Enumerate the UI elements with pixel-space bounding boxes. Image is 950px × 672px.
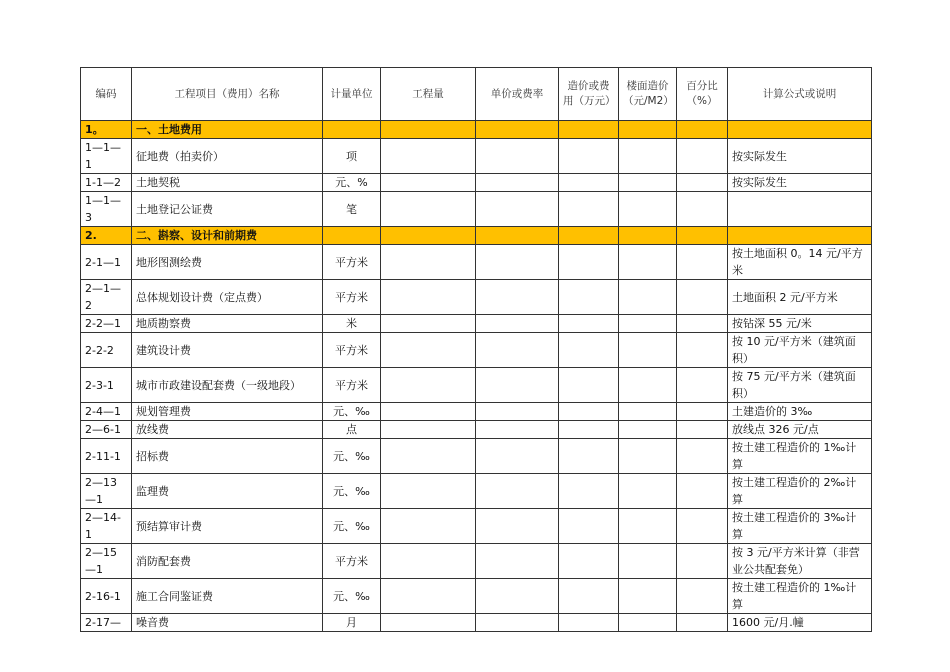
cell-unit-price [476, 439, 559, 474]
cell-code: 2—13—1 [81, 474, 132, 509]
cell-name: 地质勘察费 [132, 315, 323, 333]
cell-percentage [677, 139, 728, 174]
header-unit-price: 单价或费率 [476, 68, 559, 121]
table-row [81, 509, 872, 544]
cell-percentage [677, 192, 728, 227]
cell-formula: 按土地面积 0。14 元/平方米 [728, 245, 872, 280]
cell-cost [559, 315, 619, 333]
cell-unit-price [476, 474, 559, 509]
cell-percentage [677, 579, 728, 614]
cell-percentage [677, 403, 728, 421]
cell-formula: 按 10 元/平方米（建筑面积） [728, 333, 872, 368]
cell-cost [559, 280, 619, 315]
cell-cost [559, 245, 619, 280]
cell-formula: 放线点 326 元/点 [728, 421, 872, 439]
cell-percentage [677, 474, 728, 509]
header-floor-cost: 楼面造价（元/M2） [619, 68, 677, 121]
header-quantity: 工程量 [381, 68, 476, 121]
cell-floor-cost [619, 368, 677, 403]
cell-floor-cost [619, 439, 677, 474]
cell-percentage [677, 614, 728, 632]
cell-cost [559, 474, 619, 509]
cell-cost [559, 333, 619, 368]
table-row [81, 439, 872, 474]
cell-unit-price [476, 421, 559, 439]
cell-quantity [381, 474, 476, 509]
table-row [81, 579, 872, 614]
cell-percentage [677, 421, 728, 439]
cell-floor-cost [619, 333, 677, 368]
cell-formula: 土地面积 2 元/平方米 [728, 280, 872, 315]
cell-name: 消防配套费 [132, 544, 323, 579]
cell-floor-cost [619, 474, 677, 509]
cell-floor-cost [619, 192, 677, 227]
cell-formula: 按土建工程造价的 1‰计算 [728, 579, 872, 614]
cell-name: 施工合同鉴证费 [132, 579, 323, 614]
cell-floor-cost [619, 174, 677, 192]
table-row [81, 315, 872, 333]
cell-quantity [381, 280, 476, 315]
cell-formula [728, 227, 872, 245]
cell-unit-price [476, 174, 559, 192]
cell-percentage [677, 544, 728, 579]
cell-percentage [677, 227, 728, 245]
cell-percentage [677, 174, 728, 192]
cell-unit: 点 [323, 421, 381, 439]
cell-unit-price [476, 614, 559, 632]
cell-floor-cost [619, 403, 677, 421]
cell-name: 招标费 [132, 439, 323, 474]
cell-unit-price [476, 227, 559, 245]
table-row [81, 245, 872, 280]
table-row [81, 403, 872, 421]
cell-name: 总体规划设计费（定点费） [132, 280, 323, 315]
cell-name: 预结算审计费 [132, 509, 323, 544]
cell-floor-cost [619, 121, 677, 139]
cell-formula: 1600 元/月.幢 [728, 614, 872, 632]
cell-quantity [381, 421, 476, 439]
cell-quantity [381, 227, 476, 245]
header-name: 工程项目（费用）名称 [132, 68, 323, 121]
cell-unit: 元、‰ [323, 579, 381, 614]
cell-code: 2. [81, 227, 132, 245]
cell-quantity [381, 509, 476, 544]
cell-name: 放线费 [132, 421, 323, 439]
cell-percentage [677, 315, 728, 333]
cell-unit-price [476, 579, 559, 614]
table-row [81, 544, 872, 579]
table-row [81, 614, 872, 632]
cell-cost [559, 439, 619, 474]
cell-unit-price [476, 368, 559, 403]
cell-unit-price [476, 139, 559, 174]
header-unit: 计量单位 [323, 68, 381, 121]
cell-unit [323, 227, 381, 245]
cell-unit: 米 [323, 315, 381, 333]
cell-cost [559, 579, 619, 614]
cell-code: 2—6-1 [81, 421, 132, 439]
cell-code: 2—15—1 [81, 544, 132, 579]
cell-floor-cost [619, 614, 677, 632]
cell-unit: 笔 [323, 192, 381, 227]
cell-code: 1—1—1 [81, 139, 132, 174]
cell-quantity [381, 614, 476, 632]
cell-formula: 按土建工程造价的 3‰计算 [728, 509, 872, 544]
cell-cost [559, 614, 619, 632]
cell-quantity [381, 139, 476, 174]
cell-code: 2-17— [81, 614, 132, 632]
cost-estimate-table [80, 67, 872, 632]
cell-percentage [677, 509, 728, 544]
cell-unit: 平方米 [323, 368, 381, 403]
cell-formula: 按 75 元/平方米（建筑面积） [728, 368, 872, 403]
table-row [81, 368, 872, 403]
cell-floor-cost [619, 139, 677, 174]
cell-unit-price [476, 403, 559, 421]
cell-floor-cost [619, 421, 677, 439]
cell-cost [559, 544, 619, 579]
cell-name: 一、土地费用 [132, 121, 323, 139]
cell-quantity [381, 579, 476, 614]
cell-code: 2-11-1 [81, 439, 132, 474]
table-row [81, 192, 872, 227]
cell-code: 2-4—1 [81, 403, 132, 421]
cell-percentage [677, 121, 728, 139]
cell-formula: 按 3 元/平方米计算（非营业公共配套免） [728, 544, 872, 579]
cell-formula: 土建造价的 3‰ [728, 403, 872, 421]
cell-code: 2-1—1 [81, 245, 132, 280]
cell-code: 2-16-1 [81, 579, 132, 614]
cell-unit: 元、‰ [323, 439, 381, 474]
cell-code: 2-3-1 [81, 368, 132, 403]
cell-quantity [381, 192, 476, 227]
cell-name: 噪音费 [132, 614, 323, 632]
cell-unit-price [476, 121, 559, 139]
cell-percentage [677, 368, 728, 403]
cell-cost [559, 509, 619, 544]
cell-name: 地形图测绘费 [132, 245, 323, 280]
cell-name: 二、斟察、设计和前期费 [132, 227, 323, 245]
cell-quantity [381, 544, 476, 579]
cell-unit-price [476, 245, 559, 280]
cell-cost [559, 192, 619, 227]
cell-code: 1-1—2 [81, 174, 132, 192]
cell-percentage [677, 439, 728, 474]
table-row [81, 280, 872, 315]
cell-code: 2-2—1 [81, 315, 132, 333]
table-row [81, 474, 872, 509]
cell-unit-price [476, 280, 559, 315]
cell-formula: 按土建工程造价的 1‰计算 [728, 439, 872, 474]
cell-formula: 按实际发生 [728, 139, 872, 174]
cell-unit: 元、‰ [323, 474, 381, 509]
cell-unit-price [476, 315, 559, 333]
cell-quantity [381, 368, 476, 403]
cell-name: 土地登记公证费 [132, 192, 323, 227]
cell-quantity [381, 439, 476, 474]
cell-cost [559, 121, 619, 139]
cell-unit [323, 121, 381, 139]
cell-unit: 元、% [323, 174, 381, 192]
cell-cost [559, 421, 619, 439]
cell-floor-cost [619, 245, 677, 280]
cell-code: 2—14-1 [81, 509, 132, 544]
cell-name: 规划管理费 [132, 403, 323, 421]
cell-formula: 按土建工程造价的 2‰计算 [728, 474, 872, 509]
cell-floor-cost [619, 579, 677, 614]
cell-floor-cost [619, 544, 677, 579]
header-row [81, 68, 872, 121]
header-cost: 造价或费用（万元） [559, 68, 619, 121]
table-row [81, 333, 872, 368]
cell-name: 城市市政建设配套费（一级地段） [132, 368, 323, 403]
cell-name: 建筑设计费 [132, 333, 323, 368]
cell-cost [559, 174, 619, 192]
table-row [81, 139, 872, 174]
cell-unit: 元、‰ [323, 403, 381, 421]
cell-formula: 按实际发生 [728, 174, 872, 192]
cell-quantity [381, 121, 476, 139]
cell-code: 1。 [81, 121, 132, 139]
cell-unit: 平方米 [323, 245, 381, 280]
cell-unit: 平方米 [323, 544, 381, 579]
cell-formula: 按钻深 55 元/米 [728, 315, 872, 333]
header-code: 编码 [81, 68, 132, 121]
cell-floor-cost [619, 509, 677, 544]
cell-formula [728, 192, 872, 227]
table-row [81, 421, 872, 439]
cell-floor-cost [619, 315, 677, 333]
table-row [81, 174, 872, 192]
cell-quantity [381, 333, 476, 368]
cell-name: 监理费 [132, 474, 323, 509]
header-percentage: 百分比（%） [677, 68, 728, 121]
cell-code: 1—1—3 [81, 192, 132, 227]
cell-formula [728, 121, 872, 139]
cell-unit: 月 [323, 614, 381, 632]
cell-cost [559, 403, 619, 421]
cell-unit-price [476, 192, 559, 227]
cell-code: 2-2-2 [81, 333, 132, 368]
cell-unit: 元、‰ [323, 509, 381, 544]
cell-quantity [381, 403, 476, 421]
section-row [81, 121, 872, 139]
cell-percentage [677, 333, 728, 368]
cell-quantity [381, 174, 476, 192]
cell-floor-cost [619, 280, 677, 315]
cell-cost [559, 227, 619, 245]
cell-cost [559, 368, 619, 403]
cell-unit-price [476, 509, 559, 544]
cell-unit-price [476, 544, 559, 579]
cell-cost [559, 139, 619, 174]
cell-code: 2—1—2 [81, 280, 132, 315]
cell-floor-cost [619, 227, 677, 245]
cell-unit: 平方米 [323, 280, 381, 315]
cell-name: 土地契税 [132, 174, 323, 192]
cell-quantity [381, 315, 476, 333]
cell-name: 征地费（拍卖价） [132, 139, 323, 174]
cell-unit: 项 [323, 139, 381, 174]
section-row [81, 227, 872, 245]
cell-quantity [381, 245, 476, 280]
cell-unit-price [476, 333, 559, 368]
header-formula: 计算公式或说明 [728, 68, 872, 121]
cell-percentage [677, 245, 728, 280]
cell-percentage [677, 280, 728, 315]
cell-unit: 平方米 [323, 333, 381, 368]
